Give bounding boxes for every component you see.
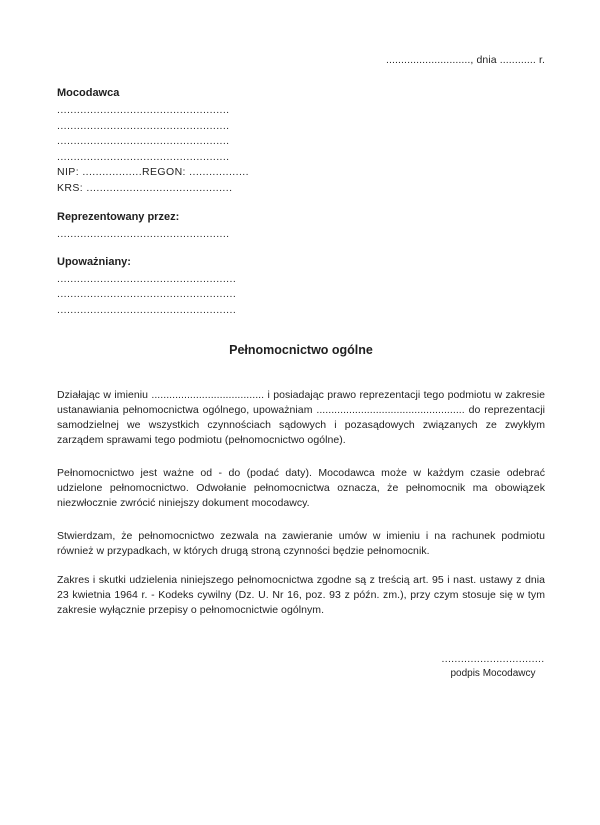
authorized-fill-line: ...................................................... <box>57 303 237 316</box>
represented-by-fill-block <box>57 227 545 243</box>
body-paragraph: Działając w imieniu ...................................... i posiadając prawo reprezentacji tego podmiotu w zakresie ustanawiania pełnomocnictwa ogólnego, upoważniam .................................................. do reprezentacji samodzielnej we wszystkich czynnościach sądowych i pozasądowych związanych ze zwykłym zarządem sprawami tego podmiotu (pełnomocnictwo ogólne). <box>57 389 545 446</box>
signature-block <box>441 652 545 681</box>
document-title: Pełnomocnictwo ogólne <box>229 343 373 357</box>
principal-heading: Mocodawca <box>57 87 120 99</box>
principal-fill-line: .................................................... <box>57 150 230 163</box>
represented-by-fill-line: .................................................... <box>57 228 230 240</box>
body-paragraph: Zakres i skutki udzielenia niniejszego pełnomocnictwa zgodne są z treścią art. 95 i nast. ustawy z dnia 23 kwietnia 1964 r. - Kodeks cywilny (Dz. U. Nr 16, poz. 93 z późn. zm.), przy czym stosuje się w tym zakresie wyłącznie przepisy o pełnomocnictwie ogólnym. <box>57 574 545 616</box>
authorized-heading: Upoważniany: <box>57 255 131 268</box>
krs-line: KRS: ............................................ <box>57 181 233 194</box>
authorized-fill-block <box>57 272 545 319</box>
principal-fill-line: .................................................... <box>57 135 230 147</box>
body-paragraph: Stwierdzam, że pełnomocnictwo zezwala na zawieranie umów w imieniu i na rachunek podmiotu również w przypadkach, w których drugą stroną czynności będzie pełnomocnik. <box>57 530 545 557</box>
represented-by-heading: Reprezentowany przez: <box>57 211 180 223</box>
authorized-fill-line: ...................................................... <box>57 288 237 300</box>
authorized-fill-line: ...................................................... <box>57 272 237 285</box>
body-paragraph: Pełnomocnictwo jest ważne od - do (podać daty). Mocodawca może w każdym czasie odebrać udzielone pełnomocnictwo. Odwołanie pełnomocnictwa oznacza, że pełnomocnik ma obowiązek niezwłocznie zwrócić niniejszy dokument mocodawcy. <box>57 467 545 509</box>
signature-caption: podpis Mocodawcy <box>450 668 536 679</box>
signature-line: ................................ <box>441 653 545 665</box>
nip-regon-line: NIP: ..................REGON: .................. <box>57 166 249 178</box>
date-line: ............................, dnia ............ r. <box>385 54 545 66</box>
principal-fill-line: .................................................... <box>57 119 230 132</box>
principal-fill-block <box>57 103 545 196</box>
principal-fill-line: .................................................... <box>57 104 230 116</box>
